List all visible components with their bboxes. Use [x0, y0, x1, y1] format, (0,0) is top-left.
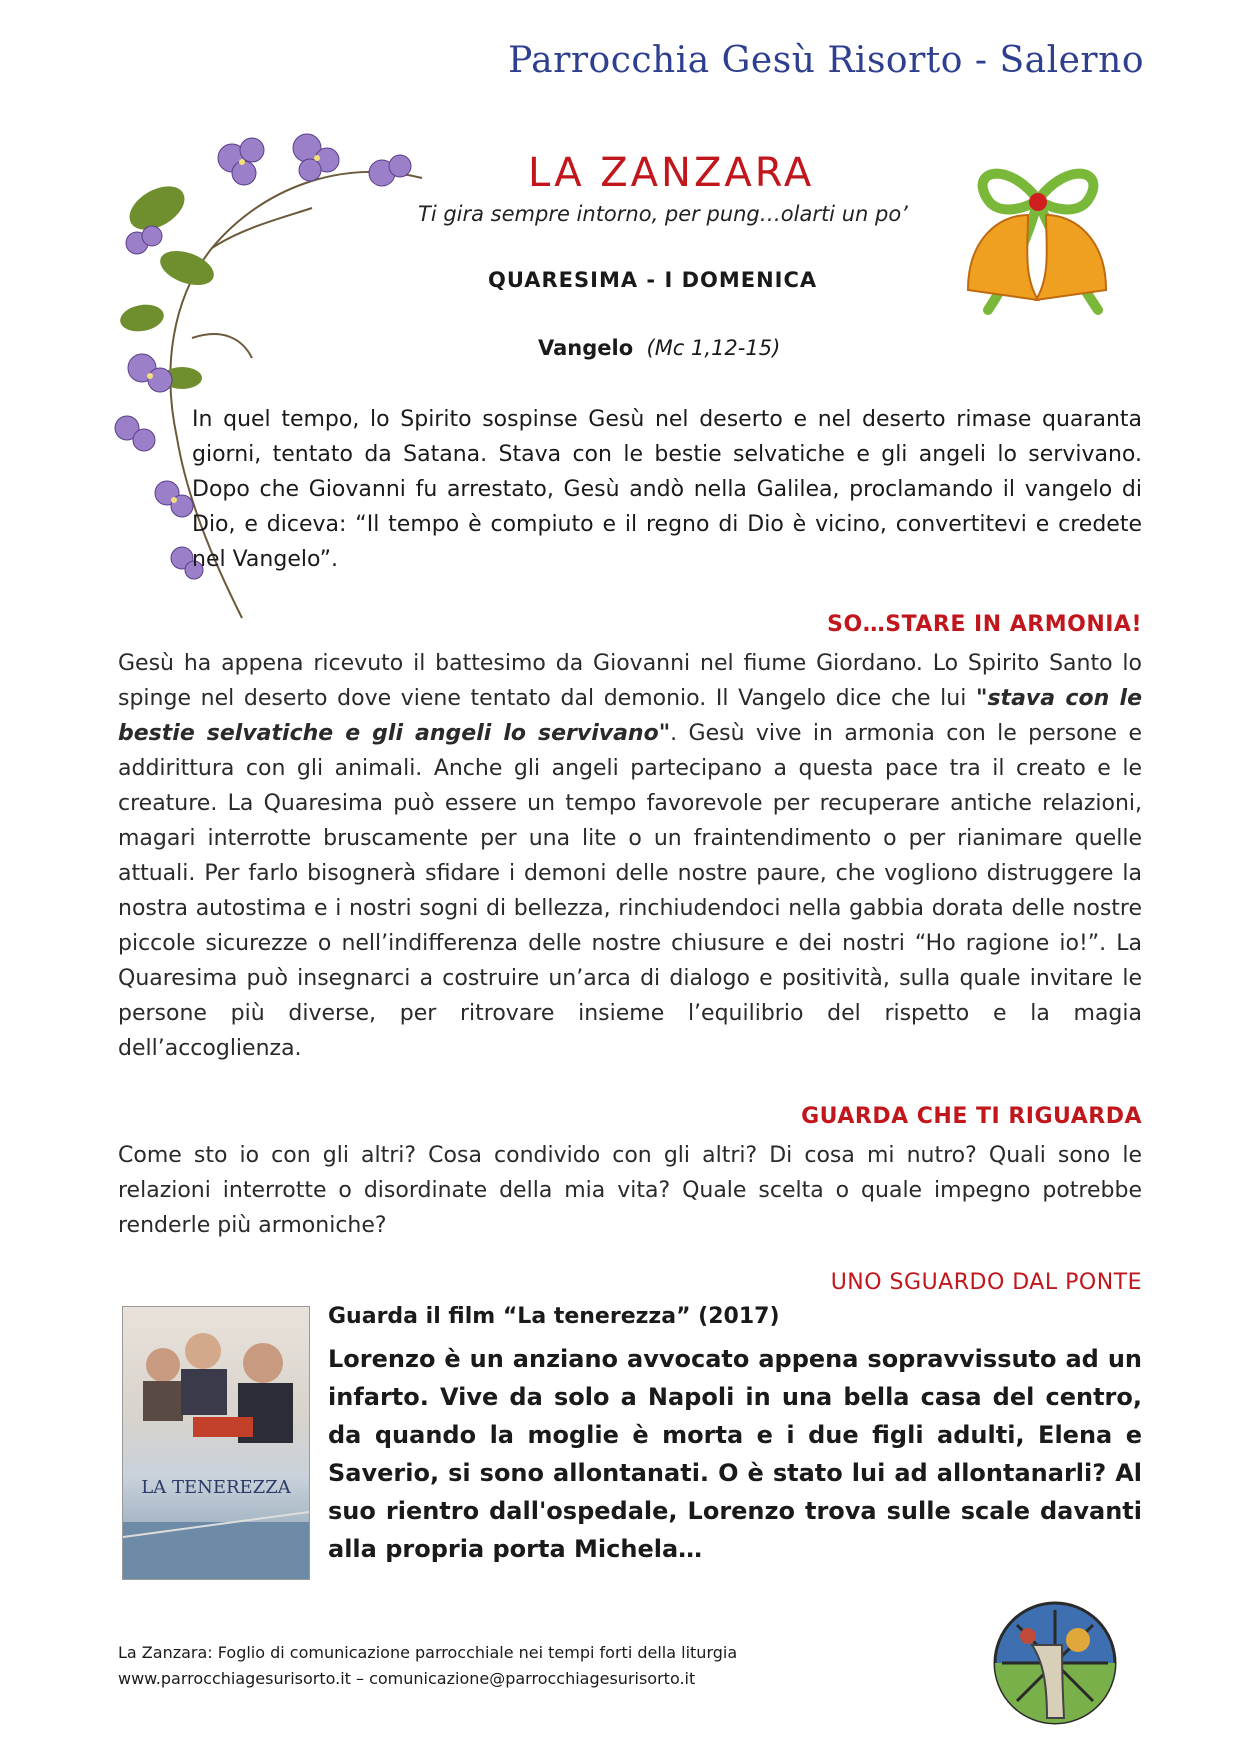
reflection-text: Come sto io con gli altri? Cosa condivido con gli altri? Di cosa mi nutro? Quali sono le relazioni interrotte o disordinate della mia vita? Quale scelta o quale impegno potrebbe renderle più armoniche? [118, 1143, 1142, 1238]
harmony-text-after: . Gesù vive in armonia con le persone e addirittura con gli animali. Anche gli angeli partecipano a questa pace tra il creato e le creature. La Quaresima può essere un tempo favorevole per recuperare antiche relazioni, magari interrotte bruscamente per una lite o un fraintendimento o per rianimare quelle attuali. Per farlo bisognerà sfidare i demoni delle nostre paure, che vogliono distruggere la nostra autostima e i nostri sogni di bellezza, rinchiudendoci nella gabbia dorata delle nostre piccole sicurezze o nell’indifferenza delle nostre chiusure e dei nostri “Ho ragione io!”. La Quaresima può insegnarci a costruire un’arca di dialogo e positività, sulla quale invitare le persone più diverse, per ritrovare insieme l’equilibrio del rispetto e la magia dell’accoglienza. [118, 721, 1142, 1061]
footer-description: La Zanzara: Foglio di comunicazione parrocchiale nei tempi forti della liturgia [118, 1643, 738, 1662]
newsletter-title: LA ZANZARA [528, 150, 815, 196]
gospel-text: In quel tempo, lo Spirito sospinse Gesù nel deserto e nel deserto rimase quaranta giorni, tentato da Satana. Stava con le bestie selvatiche e gli angeli lo servivano. Dopo che Giovanni fu arrestato, Gesù andò nella Galilea, proclamando il vangelo di Dio, e diceva: “Il tempo è compiuto e il regno di Dio è vicino, convertitevi e credete nel Vangelo”. [192, 407, 1142, 572]
film-title: Guarda il film “La tenerezza” (2017) [328, 1304, 780, 1329]
parish-header: Parrocchia Gesù Risorto - Salerno [508, 40, 1144, 81]
footer [118, 1640, 737, 1692]
harmony-text [118, 646, 1142, 1066]
poster-title: LA TENEREZZA [141, 1477, 291, 1498]
harmony-quote: "stava con le bestie selvatiche e gli angeli lo servivano" [118, 686, 1143, 746]
bells-icon [928, 160, 1146, 330]
footer-contacts[interactable]: www.parrocchiagesurisorto.it – comunicazione@parrocchiagesurisorto.it [118, 1669, 696, 1688]
reflection-heading: GUARDA CHE TI RIGUARDA [801, 1104, 1142, 1129]
poster-artwork [123, 1307, 309, 1579]
film-heading: UNO SGUARDO DAL PONTE [830, 1270, 1142, 1295]
parish-logo-icon [992, 1600, 1118, 1726]
newsletter-tagline: Ti gira sempre intorno, per pung…olarti un po’ [418, 202, 908, 226]
film-poster [122, 1306, 310, 1580]
gospel-label: Vangelo [538, 336, 634, 360]
film-description: Lorenzo è un anziano avvocato appena sopravvissuto ad un infarto. Vive da solo a Napoli in una bella casa del centro, da quando la moglie è morta e i due figli adulti, Elena e Saverio, si sono allontanati. O è stato lui ad allontanarli? Al suo rientro dall'ospedale, Lorenzo trova sulle scale davanti alla propria porta Michela… [328, 1345, 1142, 1563]
gospel-citation: (Mc 1,12-15) [646, 336, 781, 360]
harmony-heading: SO…STARE IN ARMONIA! [827, 612, 1142, 637]
liturgical-heading: QUARESIMA - I DOMENICA [488, 268, 818, 292]
gospel-reference [538, 336, 780, 360]
harmony-text-before: Gesù ha appena ricevuto il battesimo da Giovanni nel fiume Giordano. Lo Spirito Santo lo spinge nel deserto dove viene tentato dal demonio. Il Vangelo dice che lui [118, 651, 1142, 711]
